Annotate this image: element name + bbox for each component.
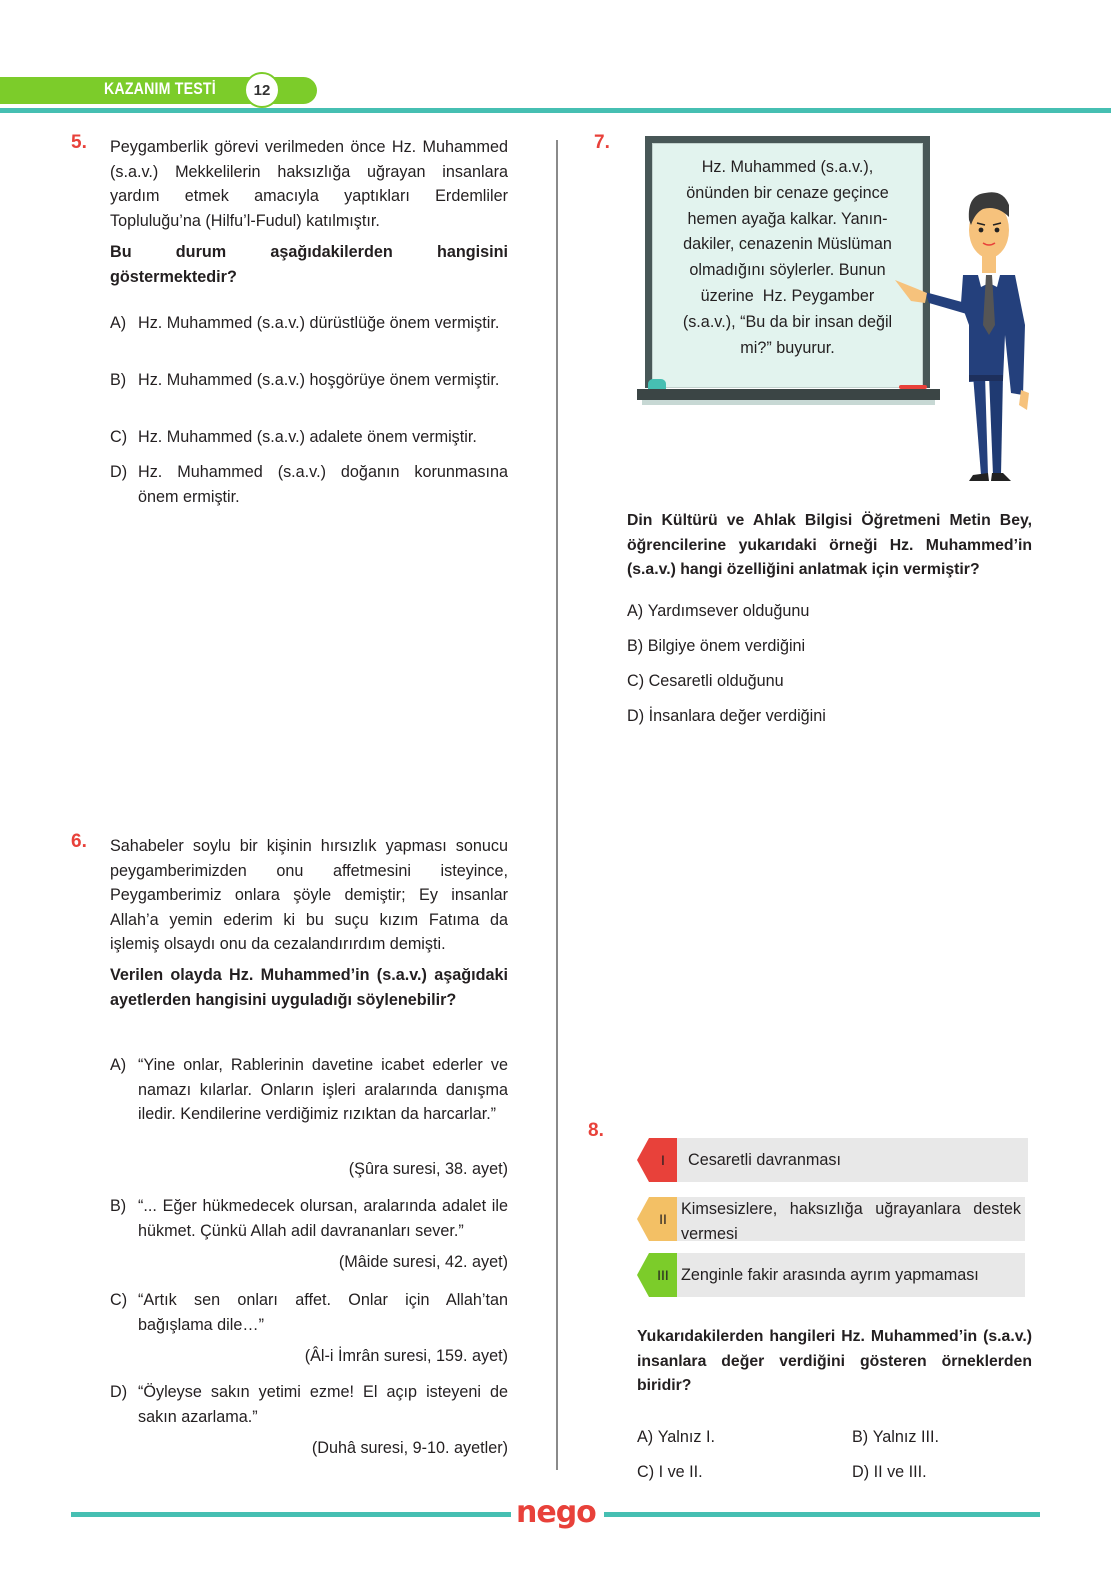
board-line: üzerine Hz. Peygamber	[700, 286, 875, 305]
option-b[interactable]	[852, 1425, 1032, 1450]
option-label: B)	[110, 1197, 127, 1215]
question-stem: Sahabeler soylu bir kişinin hırsızlık yapması sonucu peygamberimizden onu affetmesini isteyince, Peygamberimiz onlara şöyle demiştir; Ey insanlar Allah’a yemin ederim ki bu suçu kızım Fatıma da işlemiş olsaydı onu da cezalandırırdım demişti.	[110, 837, 508, 953]
option-text: Yardımsever olduğunu	[647, 602, 810, 620]
option-a[interactable]	[110, 1053, 508, 1127]
option-label: A)	[110, 1056, 127, 1074]
option-d[interactable]	[852, 1460, 1032, 1485]
statement-text: Zenginle fakir arasında ayrım yapmaması	[681, 1266, 979, 1284]
test-title: KAZANIM TESTİ	[104, 80, 216, 98]
option-text: “Öyleyse sakın yetimi ezme! El açıp isteyeni de sakın azarlama.”	[138, 1383, 508, 1426]
statement-text: Cesaretli davranması	[688, 1151, 841, 1169]
option-text: “... Eğer hükmedecek olursan, aralarında adalet ile hükmet. Çünkü Allah adil davrananları sever.”	[138, 1197, 508, 1240]
option-d[interactable]	[110, 460, 508, 509]
question-number: 6.	[71, 831, 87, 852]
option-label: B)	[852, 1428, 869, 1446]
statement-tag-II	[649, 1197, 677, 1241]
option-c[interactable]	[110, 425, 508, 450]
option-text: Bilgiye önem verdiğini	[647, 637, 806, 655]
option-b[interactable]	[110, 1194, 508, 1243]
option-b[interactable]	[627, 634, 1007, 659]
option-label: D)	[627, 707, 645, 725]
option-text: II ve III.	[873, 1463, 927, 1481]
question-prompt: Din Kültürü ve Ahlak Bilgisi Öğretmeni Metin Bey, öğrencilerine yukarıdaki örneği Hz. Muhammed’in (s.a.v.) hangi özelliğini anlatmak için vermiştir?	[627, 512, 1032, 578]
roman-numeral: III	[657, 1267, 669, 1283]
option-a[interactable]	[637, 1425, 837, 1450]
option-label: C)	[110, 428, 128, 446]
board-line: (s.a.v.), “Bu da bir insan değil	[682, 312, 893, 331]
option-d[interactable]	[627, 704, 1007, 729]
option-label: B)	[627, 637, 644, 655]
option-a[interactable]	[627, 599, 1007, 624]
header-rule	[0, 108, 1111, 113]
footer-rule-right	[604, 1512, 1040, 1517]
board-line: Hz. Muhammed (s.a.v.),	[701, 158, 874, 176]
verse-reference: (Mâide suresi, 42. ayet)	[338, 1253, 508, 1271]
statement-text: Kimsesizlere, haksızlığa uğrayanlara destek vermesi	[681, 1200, 1021, 1243]
board-line: hemen ayağa kalkar. Yanın-	[687, 209, 888, 228]
chalkboard-text	[652, 155, 923, 361]
column-divider	[556, 140, 558, 1470]
option-text: Hz. Muhammed (s.a.v.) adalete önem vermiştir.	[138, 428, 477, 446]
option-b[interactable]	[110, 368, 508, 393]
verse-reference: (Şûra suresi, 38. ayet)	[348, 1160, 508, 1178]
footer-rule-left	[71, 1512, 511, 1517]
option-label: B)	[110, 371, 127, 389]
publisher-logo: nego	[516, 1495, 596, 1530]
option-text: I ve II.	[658, 1463, 703, 1481]
option-text: Cesaretli olduğunu	[648, 672, 784, 690]
question-stem: Peygamberlik görevi verilmeden önce Hz. Muhammed (s.a.v.) Mekkelilerin haksızlığa uğrayan insanlara yardım etmek amacıyla yaptıkları Erdemliler Topluluğu’na (Hilfu’l-Fudul) katılmıştır.	[110, 138, 508, 230]
option-label: C)	[637, 1463, 655, 1481]
option-label: A)	[637, 1428, 654, 1446]
option-c[interactable]	[627, 669, 1007, 694]
test-number-badge: 12	[244, 72, 280, 108]
option-text: Hz. Muhammed (s.a.v.) doğanın korunmasına önem ermiştir.	[138, 463, 508, 506]
option-d[interactable]	[110, 1380, 508, 1429]
option-text: Yalnız I.	[657, 1428, 715, 1446]
teacher-illustration-icon	[885, 175, 1030, 490]
board-line: mi?” buyurur.	[740, 338, 835, 357]
board-line: önünden bir cenaze geçince	[686, 183, 889, 202]
option-label: D)	[110, 1383, 128, 1401]
question-prompt: Bu durum aşağıdakilerden hangisini göstermektedir?	[110, 243, 508, 286]
statement-tag-I	[649, 1138, 677, 1182]
option-text: Yalnız III.	[872, 1428, 939, 1446]
option-label: D)	[110, 463, 128, 481]
question-number: 7.	[594, 132, 610, 153]
option-text: Hz. Muhammed (s.a.v.) hoşgörüye önem vermiştir.	[138, 371, 500, 389]
eraser-icon	[648, 379, 666, 389]
roman-numeral: I	[661, 1152, 665, 1168]
option-text: “Artık sen onları affet. Onlar için Allah’tan bağışlama dile…”	[138, 1291, 508, 1334]
question-prompt: Yukarıdakilerden hangileri Hz. Muhammed’in (s.a.v.) insanlara değer verdiğini gösteren örneklerden biridir?	[637, 1328, 1032, 1394]
question-number: 5.	[71, 132, 87, 153]
roman-numeral: II	[659, 1211, 667, 1227]
option-label: D)	[852, 1463, 870, 1481]
option-label: C)	[627, 672, 645, 690]
statement-tag-III	[649, 1253, 677, 1297]
question-number: 8.	[588, 1120, 604, 1141]
option-label: A)	[627, 602, 644, 620]
option-label: C)	[110, 1291, 128, 1309]
option-a[interactable]	[110, 311, 508, 336]
option-text: İnsanlara değer verdiğini	[648, 707, 826, 725]
verse-reference: (Duhâ suresi, 9-10. ayetler)	[311, 1439, 508, 1457]
option-c[interactable]	[637, 1460, 837, 1485]
board-line: olmadığını söylerler. Bunun	[689, 261, 886, 280]
board-line: dakiler, cenazenin Müslüman	[683, 235, 892, 254]
option-text: Hz. Muhammed (s.a.v.) dürüstlüğe önem vermiştir.	[138, 314, 500, 332]
option-c[interactable]	[110, 1288, 508, 1337]
question-prompt: Verilen olayda Hz. Muhammed’in (s.a.v.) aşağıdaki ayetlerden hangisini uyguladığı söylenebilir?	[110, 966, 508, 1009]
option-label: A)	[110, 314, 127, 332]
verse-reference: (Âl-i İmrân suresi, 159. ayet)	[304, 1347, 508, 1365]
option-text: “Yine onlar, Rablerinin davetine icabet ederler ve namazı kılarlar. Onların işleri aralarında danışma iledir. Kendilerine verdiğimiz rızıktan da harcarlar.”	[138, 1056, 508, 1123]
